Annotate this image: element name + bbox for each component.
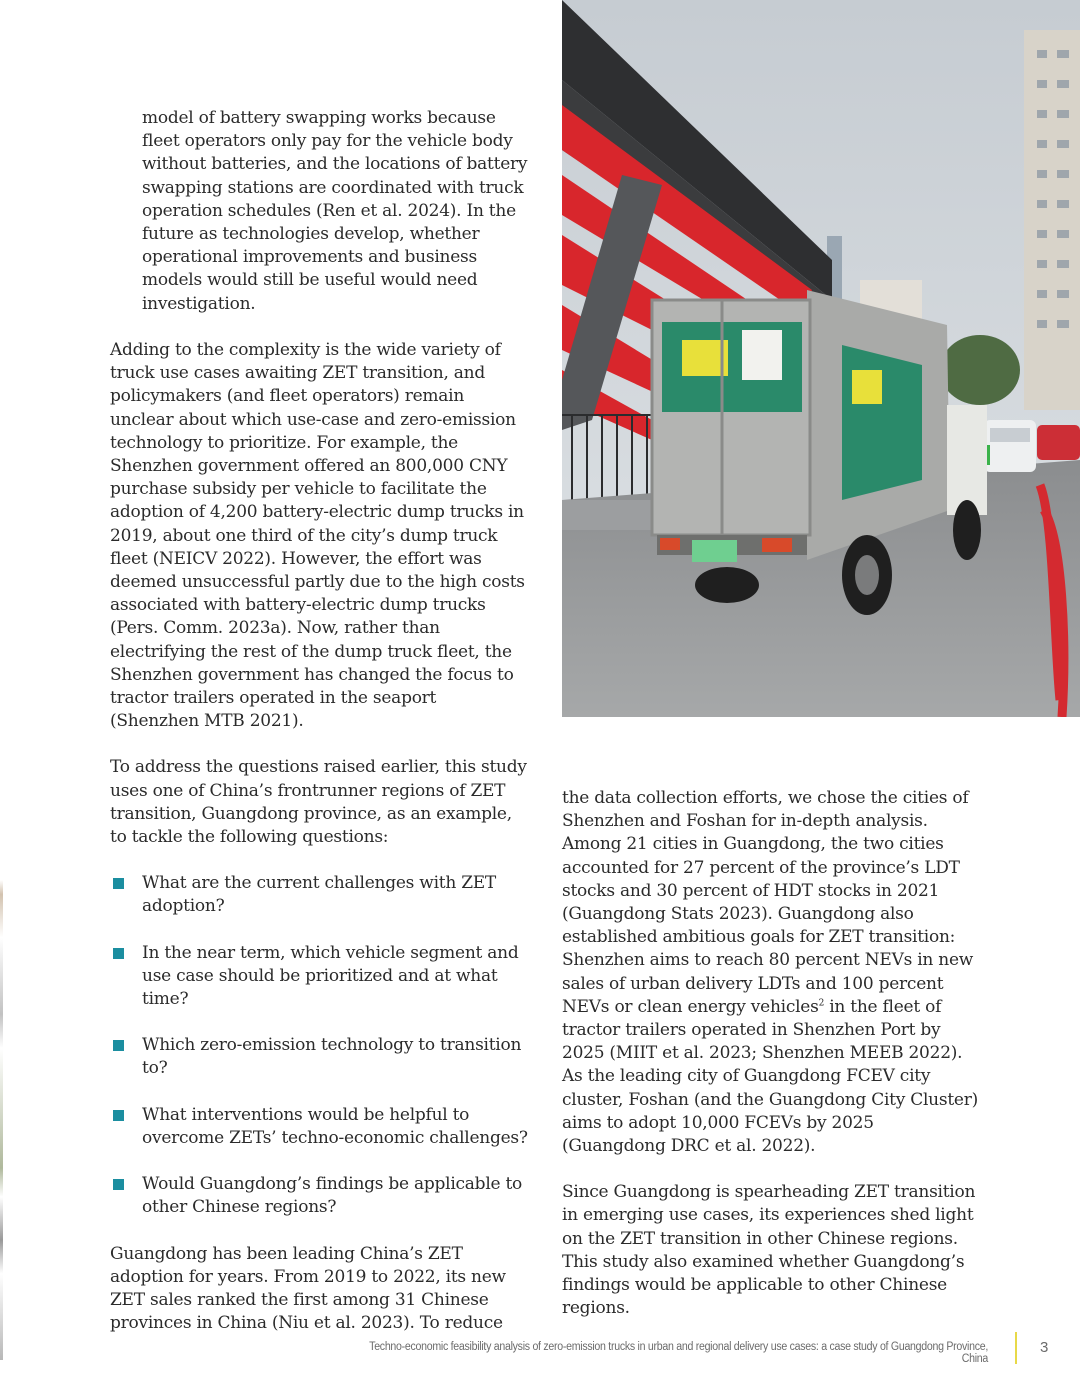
square-bullet-icon	[113, 948, 124, 959]
body-paragraph: Since Guangdong is spearheading ZET transition in emerging use cases, its experiences shed light on the ZET transition in other Chinese regions. This study also examined whether Guangdong’s findings would be applicable to other Chinese regions.	[562, 1182, 976, 1319]
list-item-text: What interventions would be helpful to overcome ZETs’ techno-economic challenges?	[142, 1104, 528, 1148]
square-bullet-icon	[113, 1110, 124, 1121]
list-item-text: Would Guangdong’s findings be applicable to other Chinese regions?	[142, 1174, 523, 1218]
footer-report-title: Techno-economic feasibility analysis of zero-emission trucks in urban and regional delivery use cases: a case study of Guangdong Province, China	[369, 1341, 989, 1365]
left-column-continuation	[142, 107, 532, 316]
red-car	[1037, 425, 1080, 460]
research-questions-list	[110, 872, 530, 1219]
body-paragraph-text: in the fleet of tractor trailers operated in Shenzhen Port by 2025 (MIIT et al. 2023; Shenzhen MEEB 2022). As the leading city of Guangdong FCEV city cluster, Foshan (and the Guangdong City Cluster) aims to adopt 10,000 FCEVs by 2025 (Guangdong DRC et al. 2022).	[562, 996, 978, 1157]
footer-divider	[1015, 1332, 1017, 1364]
body-paragraph	[562, 787, 982, 1158]
list-item-text: In the near term, which vehicle segment and use case should be prioritized and at what time?	[142, 942, 519, 1010]
page-number: 3	[1040, 1339, 1049, 1356]
body-paragraph: To address the questions raised earlier, this study uses one of China’s frontrunner regions of ZET transition, Guangdong province, as an example, to tackle the following questions:	[110, 757, 527, 848]
list-item	[110, 942, 530, 1012]
tree	[940, 335, 1020, 405]
left-column-main	[110, 339, 530, 1335]
body-paragraph: Adding to the complexity is the wide variety of truck use cases awaiting ZET transition, and policymakers (and fleet operators) remain unclear about which use-case and zero-emission technology to prioritize. For example, the Shenzhen government offered an 800,000 CNY purchase subsidy per vehicle to facilitate the adoption of 4,200 battery-electric dump trucks in 2019, about one third of the city’s dump truck fleet (NEICV 2022). However, the effort was deemed unsuccessful partly due to the high costs associated with battery-electric dump trucks (Pers. Comm. 2023a). Now, rather than electrifying the rest of the dump truck fleet, the Shenzhen government has changed the focus to tractor trailers operated in the seaport (Shenzhen MTB 2021).	[110, 340, 525, 732]
body-paragraph-text: the data collection efforts, we chose the cities of Shenzhen and Foshan for in-depth analysis. Among 21 cities in Guangdong, the two cities accounted for 27 percent of the province’s LDT stocks and 30 percent of HDT stocks in 2021 (Guangdong Stats 2023). Guangdong also established ambitious goals for ZET transition: Shenzhen aims to reach 80 percent NEVs in new sales of urban delivery LDTs and 100 percent NEVs or clean energy vehicles	[562, 788, 974, 1017]
square-bullet-icon	[113, 878, 124, 889]
list-item-text: Which zero-emission technology to transition to?	[142, 1035, 522, 1079]
continuation-paragraph: model of battery swapping works because fleet operators only pay for the vehicle body without batteries, and the locations of battery swapping stations are coordinated with truck operation schedules (Ren et al. 2024). In the future as technologies develop, whether operational improvements and business models would still be useful would need investigation.	[142, 108, 528, 314]
body-paragraph: Guangdong has been leading China’s ZET adoption for years. From 2019 to 2022, its new ZET sales ranked the first among 31 Chinese provinces in China (Niu et al. 2023). To reduce	[110, 1243, 506, 1334]
footnote-marker[interactable]: 2	[818, 998, 825, 1009]
list-item	[110, 872, 530, 918]
list-item	[110, 1104, 530, 1150]
list-item	[110, 1034, 530, 1080]
square-bullet-icon	[113, 1179, 124, 1190]
list-item-text: What are the current challenges with ZET adoption?	[142, 873, 497, 917]
truck-photo	[562, 0, 1080, 717]
list-item	[110, 1173, 530, 1219]
high-rise-building	[1024, 30, 1080, 410]
truck-photo-illustration	[562, 0, 1080, 717]
square-bullet-icon	[113, 1040, 124, 1051]
right-column-main	[562, 787, 982, 1320]
page-edge-strip	[0, 880, 3, 1360]
